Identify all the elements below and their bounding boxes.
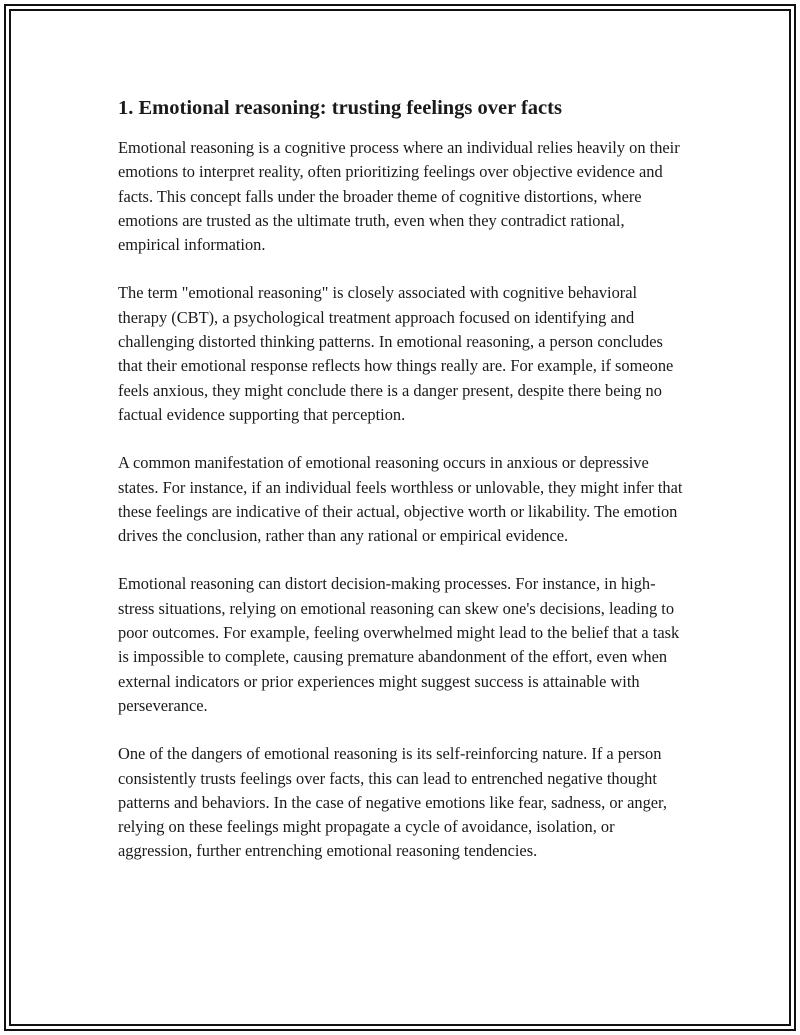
paragraph-cbt: The term "emotional reasoning" is closely associated with cognitive behavioral therapy (CBT), a psychological treatment approach focused on identifying and challenging distorted thinking patterns. In emotional reasoning, a person concludes that their emotional response reflects how things really are. For example, if someone feels anxious, they might conclude there is a danger present, despite there being no factual evidence supporting that perception. — [118, 283, 674, 424]
document-body — [118, 94, 688, 888]
section-heading: 1. Emotional reasoning: trusting feelings over facts — [118, 97, 562, 119]
paragraph-decision-making: Emotional reasoning can distort decision-making processes. For instance, in high-stress situations, relying on emotional reasoning can skew one's decisions, leading to poor outcomes. For example, feeling overwhelmed might lead to the belief that a task is impossible to complete, causing premature abandonment of the effort, even when external indicators or prior experiences might suggest success is attainable with perseverance. — [118, 574, 680, 715]
paragraph-definition: Emotional reasoning is a cognitive process where an individual relies heavily on their emotions to interpret reality, often prioritizing feelings over objective evidence and facts. This concept falls under the broader theme of cognitive distortions, where emotions are trusted as the ultimate truth, even when they contradict rational, empirical information. — [118, 138, 680, 255]
paragraph-manifestation: A common manifestation of emotional reasoning occurs in anxious or depressive states. For instance, if an individual feels worthless or unlovable, they might infer that these feelings are indicative of their actual, objective worth or likability. The emotion drives the conclusion, rather than any rational or empirical evidence. — [118, 453, 683, 546]
paragraph-dangers: One of the dangers of emotional reasoning is its self-reinforcing nature. If a person consistently trusts feelings over facts, this can lead to entrenched negative thought patterns and behaviors. In the case of negative emotions like fear, sadness, or anger, relying on these feelings might propagate a cycle of avoidance, isolation, or aggression, further entrenching emotional reasoning tendencies. — [118, 744, 667, 861]
